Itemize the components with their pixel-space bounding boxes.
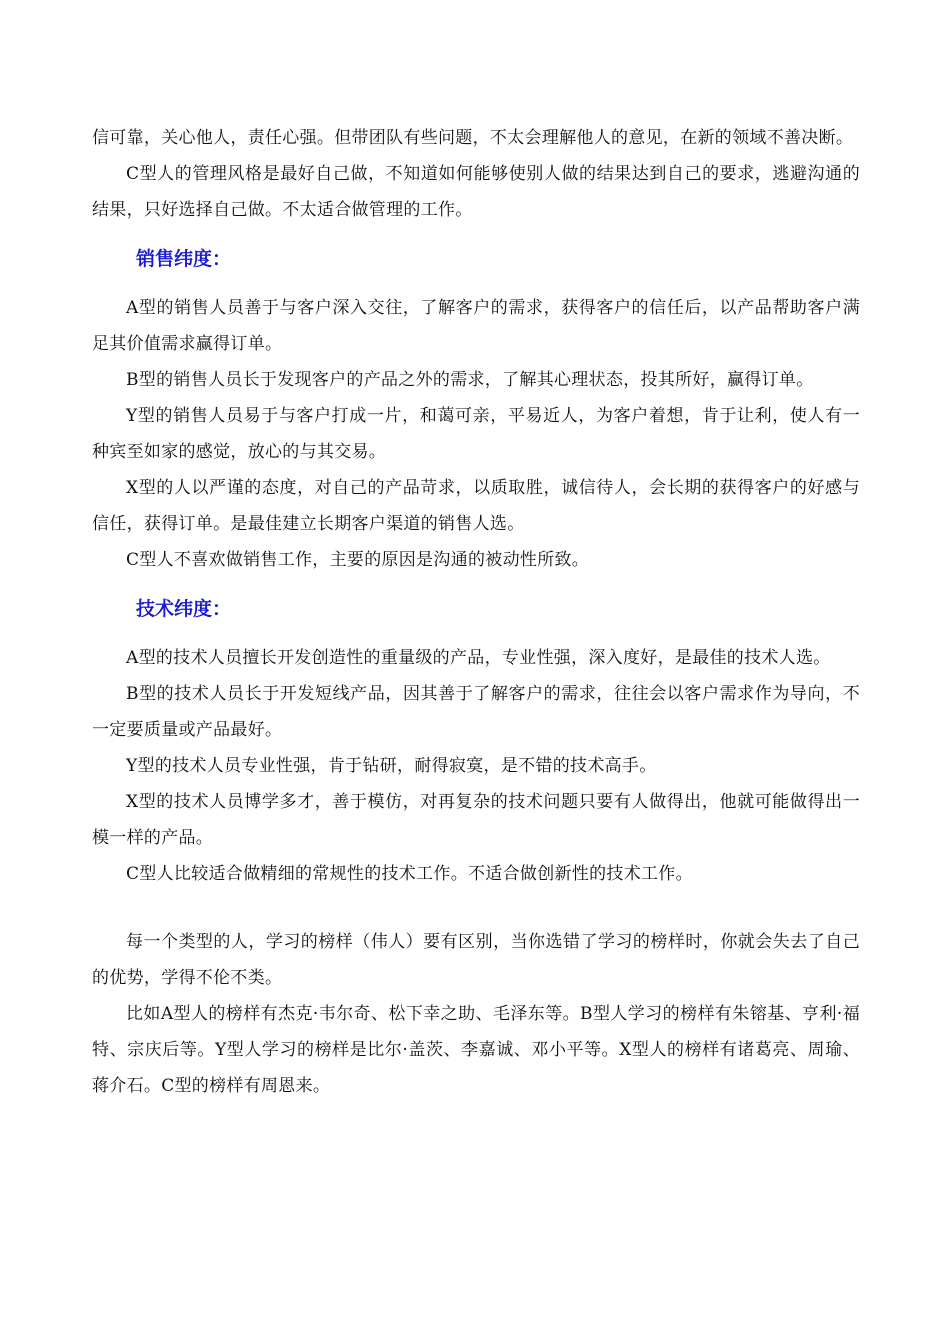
sales-paragraph-c-type: C型人不喜欢做销售工作，主要的原因是沟通的被动性所致。 [126,550,590,570]
tech-paragraph-y-type: Y型的技术人员专业性强，肯于钻研，耐得寂寞，是不错的技术高手。 [126,756,657,776]
sales-paragraph-a-type: A型的销售人员善于与客户深入交往，了解客户的需求，获得客户的信任后，以产品帮助客户满足其价值需求赢得订单。 [92,298,860,354]
intro-paragraph-c-type-management: C型人的管理风格是最好自己做，不知道如何能够使别人做的结果达到自己的要求，逃避沟通的结果，只好选择自己做。不太适合做管理的工作。 [92,164,860,220]
tech-section-heading: 技术纬度： [136,598,232,620]
intro-paragraph-continuation: 信可靠，关心他人，责任心强。但带团队有些问题，不太会理解他人的意见，在新的领域不善决断。 [92,128,854,148]
tech-paragraph-a-type: A型的技术人员擅长开发创造性的重量级的产品，专业性强，深入度好，是最佳的技术人选。 [126,648,831,668]
closing-paragraph-role-models: 每一个类型的人，学习的榜样（伟人）要有区别，当你选错了学习的榜样时，你就会失去了自己的优势，学得不伦不类。 [92,932,860,988]
sales-paragraph-x-type: X型的人以严谨的态度，对自己的产品苛求，以质取胜，诚信待人，会长期的获得客户的好感与信任，获得订单。是最佳建立长期客户渠道的销售人选。 [92,478,860,534]
sales-paragraph-b-type: B型的销售人员长于发现客户的产品之外的需求，了解其心理状态，投其所好，赢得订单。 [126,370,814,390]
document-page [92,120,860,1104]
closing-paragraph-examples: 比如A型人的榜样有杰克·韦尔奇、松下幸之助、毛泽东等。B型人学习的榜样有朱镕基、亨利·福特、宗庆后等。Y型人学习的榜样是比尔·盖茨、李嘉诚、邓小平等。X型人的榜样有诸葛亮、周瑜、蒋介石。C型的榜样有周恩来。 [92,1004,860,1096]
sales-paragraph-y-type: Y型的销售人员易于与客户打成一片，和蔼可亲，平易近人，为客户着想，肯于让利，使人有一种宾至如家的感觉，放心的与其交易。 [92,406,860,462]
tech-paragraph-x-type: X型的技术人员博学多才，善于模仿，对再复杂的技术问题只要有人做得出，他就可能做得出一模一样的产品。 [92,792,860,848]
tech-paragraph-b-type: B型的技术人员长于开发短线产品，因其善于了解客户的需求，往往会以客户需求作为导向，不一定要质量或产品最好。 [92,684,860,740]
tech-paragraph-c-type: C型人比较适合做精细的常规性的技术工作。不适合做创新性的技术工作。 [126,864,693,884]
section-spacer [92,892,860,924]
sales-section-heading: 销售纬度： [136,248,232,270]
